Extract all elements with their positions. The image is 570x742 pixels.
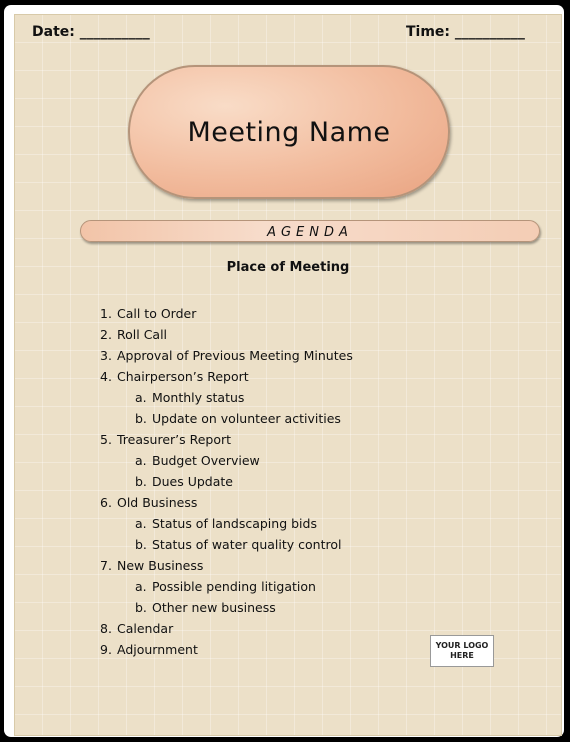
item-marker: 4. xyxy=(100,369,112,384)
item-text: Other new business xyxy=(152,600,276,615)
item-marker: 5. xyxy=(100,432,112,447)
time-field: Time: __________ xyxy=(406,24,525,40)
item-text: Dues Update xyxy=(152,474,233,489)
agenda-item xyxy=(100,348,353,363)
agenda-heading: AGENDA xyxy=(267,225,353,240)
item-marker: 3. xyxy=(100,348,112,363)
item-text: Possible pending litigation xyxy=(152,579,316,594)
agenda-subitem xyxy=(135,390,244,405)
item-marker: b. xyxy=(135,600,147,615)
logo-text: YOUR LOGO HERE xyxy=(435,641,489,660)
item-text: Budget Overview xyxy=(152,453,260,468)
document-frame xyxy=(4,5,564,737)
item-marker: 9. xyxy=(100,642,112,657)
item-marker: a. xyxy=(135,516,147,531)
item-text: Calendar xyxy=(117,621,174,636)
agenda-item xyxy=(100,327,167,342)
place-of-meeting: Place of Meeting xyxy=(226,260,350,275)
meeting-name-title: Meeting Name xyxy=(187,116,391,148)
item-marker: 2. xyxy=(100,327,112,342)
item-text: Monthly status xyxy=(152,390,245,405)
item-marker: b. xyxy=(135,411,147,426)
agenda-item xyxy=(100,558,203,573)
item-marker: 7. xyxy=(100,558,112,573)
agenda-subitem xyxy=(135,579,316,594)
agenda-item xyxy=(100,432,231,447)
item-text: New Business xyxy=(117,558,204,573)
agenda-subitem xyxy=(135,474,233,489)
agenda-item xyxy=(100,306,196,321)
logo-placeholder xyxy=(430,635,494,667)
item-marker: 8. xyxy=(100,621,112,636)
item-marker: a. xyxy=(135,453,147,468)
agenda-subitem xyxy=(135,600,276,615)
item-text: Call to Order xyxy=(117,306,197,321)
item-text: Treasurer’s Report xyxy=(117,432,232,447)
item-marker: a. xyxy=(135,579,147,594)
meeting-name-banner xyxy=(128,65,450,199)
item-text: Old Business xyxy=(117,495,198,510)
item-marker: 1. xyxy=(100,306,112,321)
date-field: Date: __________ xyxy=(32,24,150,40)
agenda-subitem xyxy=(135,516,317,531)
agenda-subitem xyxy=(135,453,260,468)
item-text: Approval of Previous Meeting Minutes xyxy=(117,348,353,363)
item-text: Chairperson’s Report xyxy=(117,369,249,384)
item-text: Status of landscaping bids xyxy=(152,516,317,531)
item-text: Update on volunteer activities xyxy=(152,411,341,426)
item-marker: 6. xyxy=(100,495,112,510)
agenda-heading-bar xyxy=(80,220,540,242)
item-marker: a. xyxy=(135,390,147,405)
agenda-subitem xyxy=(135,537,341,552)
item-text: Adjournment xyxy=(117,642,198,657)
agenda-item xyxy=(100,369,249,384)
agenda-item xyxy=(100,621,173,636)
item-text: Status of water quality control xyxy=(152,537,342,552)
agenda-subitem xyxy=(135,411,341,426)
item-marker: b. xyxy=(135,474,147,489)
agenda-page xyxy=(14,14,562,736)
item-text: Roll Call xyxy=(117,327,168,342)
agenda-item xyxy=(100,495,197,510)
item-marker: b. xyxy=(135,537,147,552)
agenda-item xyxy=(100,642,198,657)
